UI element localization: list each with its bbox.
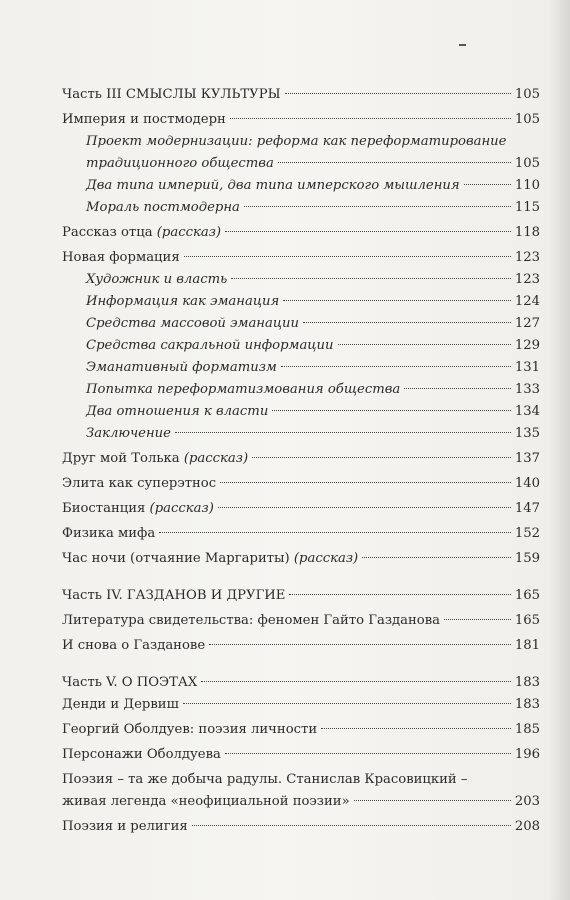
toc-leader-dots	[283, 300, 511, 301]
toc-label: Новая формация	[62, 250, 180, 265]
toc-label: Два отношения к власти	[86, 404, 269, 419]
toc-label: Георгий Оболдуев: поэзия личности	[62, 722, 318, 737]
toc-label-line1: Поэзия – та же добыча радулы. Станислав Красовицкий –	[62, 772, 468, 787]
toc-leader-dots	[192, 825, 511, 826]
toc-page: 123	[514, 272, 540, 287]
toc-label: Эманативный форматизм	[86, 360, 277, 375]
toc-page: 140	[514, 476, 540, 491]
toc-label: Физика мифа	[62, 526, 156, 541]
toc-leader-dots	[252, 457, 511, 458]
toc-leader-dots	[159, 532, 511, 533]
toc-page: 181	[514, 638, 540, 653]
toc-leader-dots	[225, 753, 511, 754]
toc-leader-dots	[220, 482, 511, 483]
toc-label: Часть V. О ПОЭТАХ	[62, 675, 198, 690]
table-of-contents	[62, 84, 540, 838]
toc-page: 165	[514, 588, 540, 603]
toc-page: 183	[514, 675, 540, 690]
toc-entry-religion[interactable]	[62, 816, 540, 838]
toc-leader-dots	[209, 644, 511, 645]
toc-label-line2: живая легенда «неофициальной поэзии»	[62, 794, 350, 809]
toc-entry-obolduev[interactable]	[62, 719, 540, 741]
toc-entry-krasovitsky[interactable]	[62, 769, 540, 813]
toc-entry-empire-types[interactable]	[62, 175, 540, 197]
toc-entry-formation-sub[interactable]	[62, 379, 540, 401]
toc-entry-elite[interactable]	[62, 473, 540, 495]
toc-page: 185	[514, 722, 540, 737]
toc-label: Часть IV. ГАЗДАНОВ И ДРУГИЕ	[62, 588, 286, 603]
toc-leader-dots	[444, 619, 511, 620]
toc-leader-dots	[244, 206, 511, 207]
toc-leader-dots	[289, 594, 510, 595]
toc-label: Часть III СМЫСЛЫ КУЛЬТУРЫ	[62, 87, 281, 102]
spine-shadow	[548, 0, 570, 900]
toc-label: Друг мой Толька (рассказ)	[62, 451, 249, 466]
toc-page: 208	[514, 819, 540, 834]
toc-page: 129	[514, 338, 540, 353]
toc-entry-formation-sub[interactable]	[62, 269, 540, 291]
toc-entry-formation-sub[interactable]	[62, 401, 540, 423]
toc-entry-literature[interactable]	[62, 610, 540, 632]
toc-label-line2: традиционного общества	[86, 156, 274, 171]
toc-entry-formation-sub[interactable]	[62, 423, 540, 445]
toc-page: 124	[514, 294, 540, 309]
toc-entry-father[interactable]	[62, 222, 540, 244]
toc-entry-formation-sub[interactable]	[62, 291, 540, 313]
toc-label: Попытка переформатизмования общества	[86, 382, 401, 397]
toc-leader-dots	[362, 557, 511, 558]
toc-label: Поэзия и религия	[62, 819, 188, 834]
toc-label-line1: Проект модернизации: реформа как переформатирование	[86, 134, 507, 149]
toc-label: Средства сакральной информации	[86, 338, 334, 353]
toc-page: 127	[514, 316, 540, 331]
toc-entry-formation-sub[interactable]	[62, 357, 540, 379]
toc-label: Два типа империй, два типа имперского мышления	[86, 178, 460, 193]
toc-page: 183	[514, 697, 540, 712]
toc-page: 196	[514, 747, 540, 762]
toc-page: 152	[514, 526, 540, 541]
toc-leader-dots	[272, 410, 511, 411]
toc-leader-dots	[321, 728, 511, 729]
toc-entry-characters[interactable]	[62, 744, 540, 766]
print-mark	[459, 44, 466, 46]
toc-page: 203	[514, 794, 540, 809]
toc-label: Персонажи Оболдуева	[62, 747, 221, 762]
toc-entry-formation-sub[interactable]	[62, 313, 540, 335]
toc-page: 115	[514, 200, 540, 215]
toc-page: 165	[514, 613, 540, 628]
toc-label: Художник и власть	[86, 272, 228, 287]
toc-label: Мораль постмодерна	[86, 200, 240, 215]
toc-label: Денди и Дервиш	[62, 697, 179, 712]
toc-entry-part4[interactable]	[62, 585, 540, 607]
toc-leader-dots	[281, 366, 511, 367]
toc-page: 118	[514, 225, 540, 240]
toc-entry-formation-sub[interactable]	[62, 335, 540, 357]
toc-label: И снова о Газданове	[62, 638, 206, 653]
toc-leader-dots	[278, 162, 511, 163]
toc-label: Рассказ отца (рассказ)	[62, 225, 222, 240]
toc-label: Империя и постмодерн	[62, 112, 226, 127]
toc-page: 123	[514, 250, 540, 265]
toc-page: 135	[514, 426, 540, 441]
toc-page: 105	[514, 112, 540, 127]
toc-leader-dots	[218, 507, 511, 508]
toc-label: Информация как эманация	[86, 294, 280, 309]
toc-page: 159	[514, 551, 540, 566]
toc-entry-postmodern-morals[interactable]	[62, 197, 540, 219]
toc-leader-dots	[230, 118, 511, 119]
toc-page: 147	[514, 501, 540, 516]
toc-label: Элита как суперэтнос	[62, 476, 217, 491]
toc-leader-dots	[183, 703, 511, 704]
toc-leader-dots	[201, 681, 511, 682]
toc-page: 137	[514, 451, 540, 466]
toc-leader-dots	[285, 93, 511, 94]
toc-entry-formation[interactable]	[62, 247, 540, 269]
toc-page: 131	[514, 360, 540, 375]
toc-entry-tolka[interactable]	[62, 448, 540, 470]
toc-leader-dots	[338, 344, 511, 345]
toc-entry-dandy[interactable]	[62, 694, 540, 716]
toc-entry-modernization[interactable]	[62, 131, 540, 175]
toc-page: 133	[514, 382, 540, 397]
toc-leader-dots	[225, 231, 511, 232]
toc-label: Час ночи (отчаяние Маргариты) (рассказ)	[62, 551, 359, 566]
toc-leader-dots	[404, 388, 511, 389]
toc-label: Средства массовой эманации	[86, 316, 300, 331]
toc-leader-dots	[184, 256, 511, 257]
toc-entry-part5[interactable]	[62, 672, 540, 694]
toc-label: Биостанция (рассказ)	[62, 501, 214, 516]
toc-leader-dots	[175, 432, 511, 433]
toc-entry-hour[interactable]	[62, 548, 540, 570]
toc-leader-dots	[231, 278, 511, 279]
toc-page: 134	[514, 404, 540, 419]
toc-leader-dots	[464, 184, 511, 185]
toc-label: Заключение	[86, 426, 171, 441]
toc-label: Литература свидетельства: феномен Гайто Газданова	[62, 613, 441, 628]
toc-entry-gazdanov-again[interactable]	[62, 635, 540, 657]
toc-page: 105	[514, 156, 540, 171]
toc-page: 105	[514, 87, 540, 102]
toc-leader-dots	[303, 322, 511, 323]
toc-entry-empire[interactable]	[62, 109, 540, 131]
toc-page: 110	[514, 178, 540, 193]
toc-leader-dots	[354, 800, 511, 801]
toc-entry-part3[interactable]	[62, 84, 540, 106]
toc-entry-myth[interactable]	[62, 523, 540, 545]
toc-entry-bio[interactable]	[62, 498, 540, 520]
